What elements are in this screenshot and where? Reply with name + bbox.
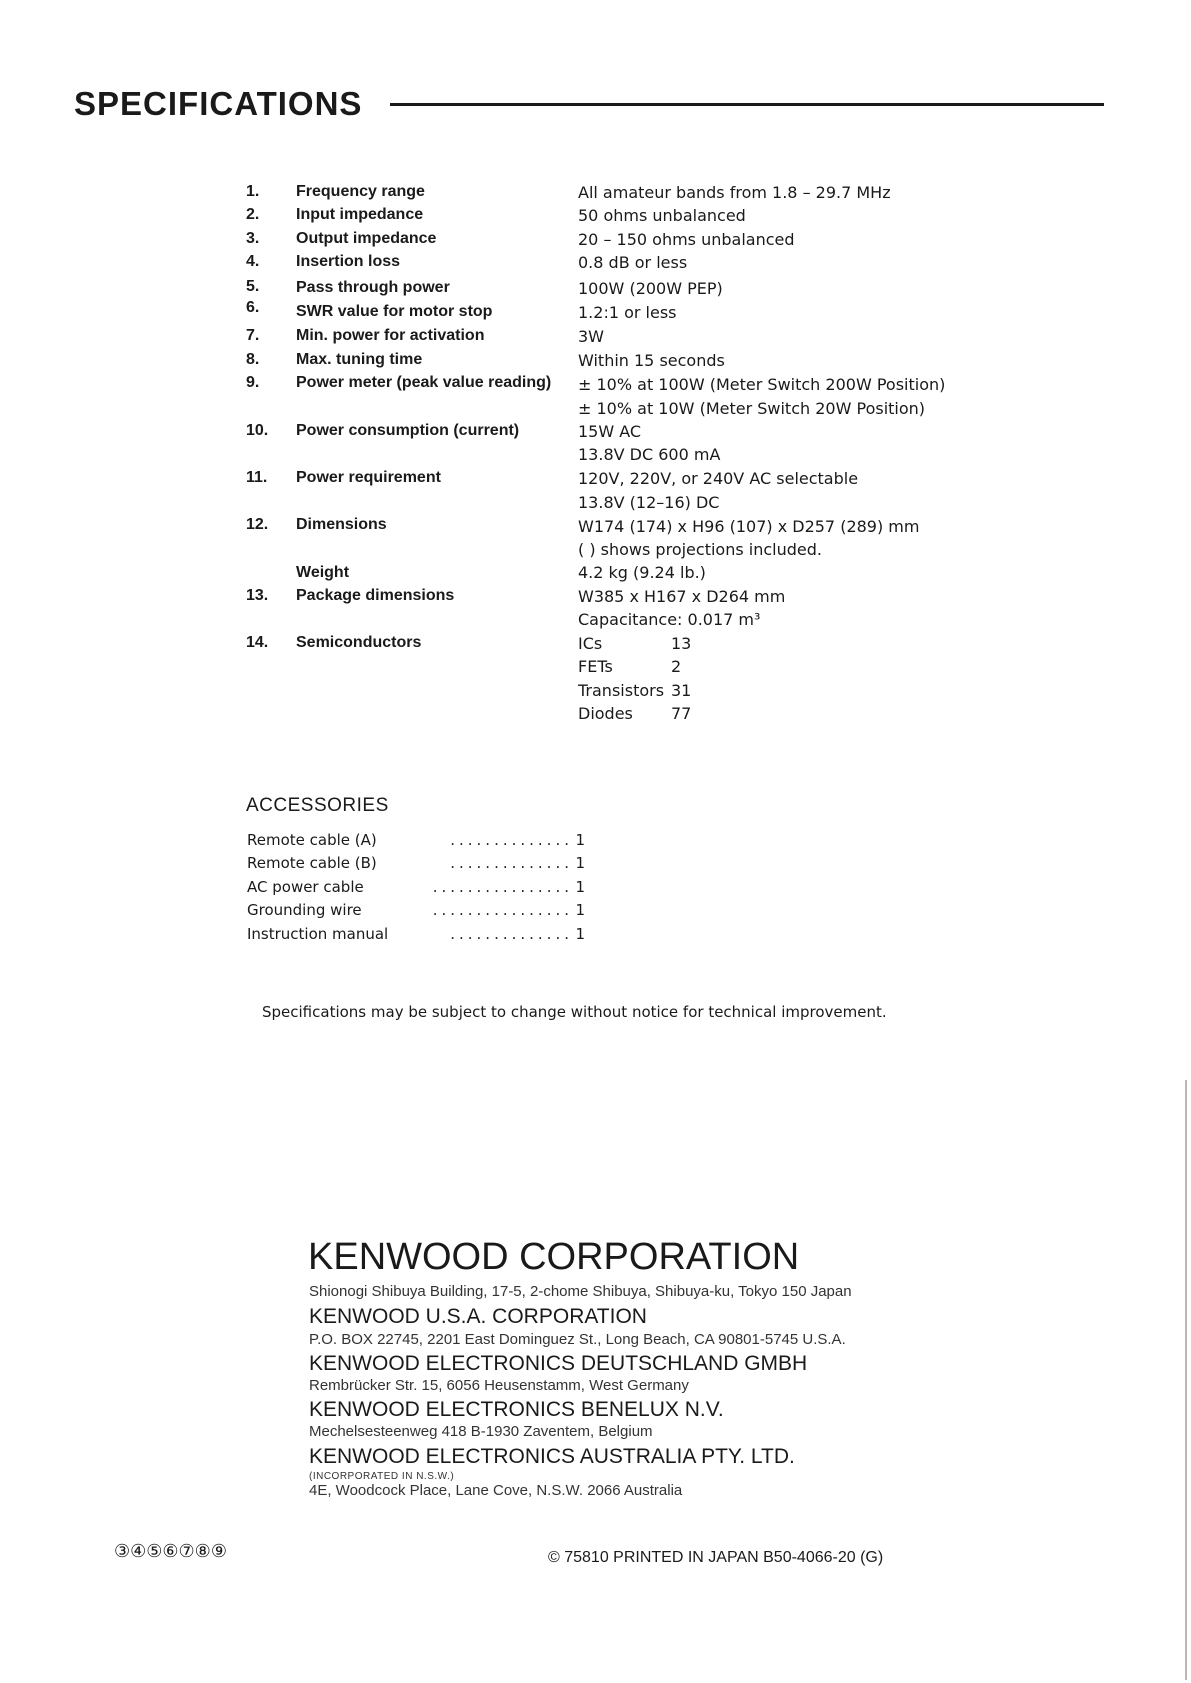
spec-number: 5. — [246, 278, 260, 295]
specifications-notice: Specifications may be subject to change without notice for technical improvement. — [262, 1003, 887, 1021]
spec-number: 4. — [246, 253, 260, 270]
leader-dots: .............. — [450, 854, 573, 872]
semiconductor-count: 31 — [671, 681, 692, 700]
semiconductor-type: Diodes — [578, 704, 633, 723]
spec-number: 12. — [246, 516, 269, 533]
spec-value: 15W AC — [578, 422, 642, 441]
accessory-item — [247, 830, 585, 850]
accessory-quantity: 1 — [575, 925, 585, 943]
spec-label: Min. power for activation — [296, 327, 485, 344]
scan-edge-line — [1185, 1080, 1187, 1680]
spec-value: ( ) shows projections included. — [578, 540, 822, 559]
spec-number: 7. — [246, 327, 260, 344]
office-address: P.O. BOX 22745, 2201 East Dominguez St., Long Beach, CA 90801-5745 U.S.A. — [309, 1331, 846, 1348]
spec-number: 3. — [246, 230, 260, 247]
spec-value: W174 (174) x H96 (107) x D257 (289) mm — [578, 517, 920, 536]
spec-number: 11. — [246, 469, 268, 486]
spec-value: 3W — [578, 327, 604, 346]
spec-value: 120V, 220V, or 240V AC selectable — [578, 469, 859, 488]
spec-label: Power meter (peak value reading) — [296, 374, 552, 391]
accessories-heading: ACCESSORIES — [246, 795, 389, 816]
spec-number: 1. — [246, 183, 260, 200]
accessory-item — [247, 877, 585, 897]
spec-label: Insertion loss — [296, 253, 401, 270]
office-address: Rembrücker Str. 15, 6056 Heusenstamm, West Germany — [309, 1377, 689, 1394]
accessory-quantity: 1 — [575, 854, 585, 872]
accessory-name: Remote cable (A) — [247, 831, 377, 849]
spec-label: Frequency range — [296, 183, 425, 200]
spec-number: 2. — [246, 206, 260, 223]
accessory-item — [247, 853, 585, 873]
spec-label: Output impedance — [296, 230, 437, 247]
office-address: 4E, Woodcock Place, Lane Cove, N.S.W. 2066 Australia — [309, 1482, 683, 1499]
spec-value: ± 10% at 100W (Meter Switch 200W Position) — [578, 375, 946, 394]
spec-label: Package dimensions — [296, 587, 455, 604]
spec-number: 10. — [246, 422, 269, 439]
accessory-quantity: 1 — [575, 878, 585, 896]
print-information: © 75810 PRINTED IN JAPAN B50-4066-20 (G) — [548, 1549, 884, 1566]
accessory-name: Instruction manual — [247, 925, 389, 943]
spec-number: 9. — [246, 374, 260, 391]
corporation-name: KENWOOD CORPORATION — [308, 1236, 800, 1278]
office-name: KENWOOD ELECTRONICS DEUTSCHLAND GMBH — [309, 1352, 808, 1375]
accessory-name: Remote cable (B) — [247, 854, 377, 872]
spec-number: 14. — [246, 634, 269, 651]
spec-number: 13. — [246, 587, 269, 604]
spec-label: Max. tuning time — [296, 351, 423, 368]
spec-value: W385 x H167 x D264 mm — [578, 587, 786, 606]
spec-label: Semiconductors — [296, 634, 422, 651]
spec-number: 6. — [246, 299, 260, 316]
office-name: KENWOOD ELECTRONICS BENELUX N.V. — [309, 1398, 724, 1421]
corporation-address: Shionogi Shibuya Building, 17-5, 2-chome Shibuya, Shibuya-ku, Tokyo 150 Japan — [309, 1283, 852, 1300]
page-title: SPECIFICATIONS — [74, 85, 363, 122]
accessory-item — [247, 900, 585, 920]
accessory-item — [247, 924, 585, 944]
spec-label: Dimensions — [296, 516, 387, 533]
spec-label: Power consumption (current) — [296, 422, 520, 439]
leader-dots: ................ — [432, 878, 573, 896]
accessory-name: Grounding wire — [247, 901, 362, 919]
spec-number: 8. — [246, 351, 260, 368]
spec-value: All amateur bands from 1.8 – 29.7 MHz — [578, 183, 891, 202]
spec-value: Within 15 seconds — [578, 351, 725, 370]
accessory-name: AC power cable — [247, 878, 364, 896]
leader-dots: .............. — [450, 925, 573, 943]
spec-value: Capacitance: 0.017 m³ — [578, 610, 761, 629]
semiconductor-type: Transistors — [578, 681, 665, 700]
semiconductor-count: 2 — [671, 657, 682, 676]
accessory-quantity: 1 — [575, 831, 585, 849]
spec-label: Pass through power — [296, 279, 450, 296]
accessory-quantity: 1 — [575, 901, 585, 919]
office-incorporation-note: (INCORPORATED IN N.S.W.) — [309, 1471, 455, 1482]
spec-label: Weight — [296, 564, 350, 581]
spec-value: 4.2 kg (9.24 lb.) — [578, 563, 706, 582]
spec-label: Input impedance — [296, 206, 424, 223]
semiconductor-type: FETs — [578, 657, 613, 676]
office-name: KENWOOD U.S.A. CORPORATION — [309, 1305, 647, 1328]
spec-value: 20 – 150 ohms unbalanced — [578, 230, 795, 249]
office-address: Mechelsesteenweg 418 B-1930 Zaventem, Belgium — [309, 1423, 653, 1440]
spec-value: 100W (200W PEP) — [578, 279, 723, 298]
spec-value: ± 10% at 10W (Meter Switch 20W Position) — [578, 399, 926, 418]
spec-value: 50 ohms unbalanced — [578, 206, 746, 225]
spec-value: 0.8 dB or less — [578, 253, 688, 272]
spec-value: 1.2:1 or less — [578, 303, 677, 322]
semiconductor-count: 13 — [671, 634, 692, 653]
spec-label: SWR value for motor stop — [296, 303, 493, 320]
title-rule — [390, 103, 1104, 106]
leader-dots: .............. — [450, 831, 573, 849]
leader-dots: ................ — [432, 901, 573, 919]
spec-value: 13.8V DC 600 mA — [578, 445, 721, 464]
spec-value: 13.8V (12–16) DC — [578, 493, 720, 512]
office-name: KENWOOD ELECTRONICS AUSTRALIA PTY. LTD. — [309, 1445, 795, 1468]
semiconductor-type: ICs — [578, 634, 603, 653]
semiconductor-count: 77 — [671, 704, 692, 723]
spec-label: Power requirement — [296, 469, 441, 486]
print-run-codes: ③④⑤⑥⑦⑧⑨ — [114, 1541, 227, 1562]
